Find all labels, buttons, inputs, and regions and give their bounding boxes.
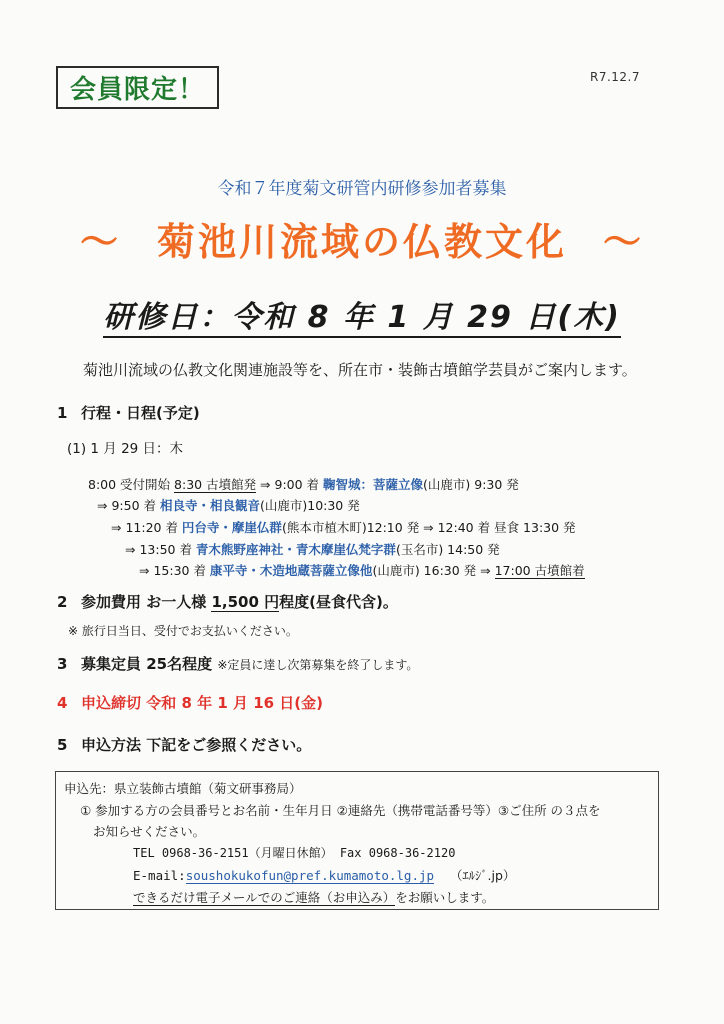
schedule-line-3-arrive: ⇒ 11:20 着	[111, 520, 182, 535]
training-date	[0, 292, 724, 336]
schedule-line-1-depart: 8:30 古墳館発	[174, 477, 257, 492]
section3-heading	[57, 653, 418, 674]
schedule-line-4-site: 青木熊野座神社・青木摩崖仏梵字群	[195, 542, 396, 557]
section2-number: 2	[57, 593, 68, 611]
section5-number: 5	[57, 736, 68, 754]
section3-label: 募集定員 25名程度	[81, 655, 218, 673]
schedule-line-4	[125, 540, 500, 558]
section1-label: 行程・日程(予定)	[81, 404, 200, 422]
schedule-line-2-rest: (山鹿市)10:30 発	[259, 498, 360, 513]
schedule-line-3-site: 円台寺・摩崖仏群	[181, 520, 282, 535]
section3-note: ※定員に達し次第募集を終了します。	[217, 658, 419, 672]
section2-amount: 1,500 円	[211, 593, 280, 611]
schedule-line-5-arrive: ⇒ 15:30 着	[139, 563, 210, 578]
schedule-line-2-arrive: ⇒ 9:50 着	[97, 498, 160, 513]
schedule-line-3	[111, 518, 576, 536]
contact-instructions-cont: お知らせください。	[93, 824, 206, 839]
email-label: E-mail:	[133, 868, 186, 883]
section4-label: 申込締切 令和 8 年 1 月 16 日(金)	[81, 694, 324, 712]
section1-heading	[57, 402, 200, 423]
intro-text: 菊池川流域の仏教文化関連施設等を、所在市・装飾古墳館学芸員がご案内します。	[83, 361, 637, 379]
title-tilde-left: ～	[79, 220, 121, 264]
members-only-badge: 会員限定！	[56, 66, 219, 109]
payment-note: ※ 旅行日当日、受付でお支払いください。	[68, 624, 298, 638]
title-tilde-right: ～	[603, 220, 645, 264]
schedule-day: (1) 1 月 29 日：木	[67, 441, 184, 457]
schedule-line-2	[97, 496, 360, 514]
schedule-line-1-arrive: ⇒ 9:00 着	[256, 477, 324, 492]
request-underlined: できるだけ電子メールでのご連絡（お申込み）	[133, 890, 396, 905]
schedule-line-5-return: 17:00 古墳館着	[494, 563, 585, 578]
contact-email-line	[133, 866, 515, 884]
schedule-line-1	[88, 475, 519, 493]
contact-instructions: ① 参加する方の会員番号とお名前・生年月日 ②連絡先（携帯電話番号等）③ご住所 の３点を	[80, 803, 601, 818]
title-main: 菊池川流域の仏教文化	[156, 220, 567, 264]
training-date-text: 研修日：令和 8 年 1 月 29 日(木)	[103, 300, 621, 338]
section1-number: 1	[57, 404, 68, 422]
schedule-line-4-rest: (玉名市) 14:50 発	[395, 542, 500, 557]
document-date: R7.12.7	[590, 70, 641, 84]
contact-heading: 申込先：県立装飾古墳館（菊文研事務局）	[64, 781, 302, 796]
schedule-line-5-rest: (山鹿市) 16:30 発 ⇒	[372, 563, 495, 578]
page-title	[0, 211, 724, 266]
email-link[interactable]: soushokukofun@pref.kumamoto.lg.jp	[185, 868, 435, 883]
section4-number: 4	[57, 694, 68, 712]
schedule-line-1-start: 8:00 受付開始	[88, 477, 175, 492]
email-note: （ｴﾙｼﾞ.jp）	[450, 868, 516, 883]
schedule-line-5-site: 康平寺・木造地蔵菩薩立像他	[209, 563, 373, 578]
section5-heading	[57, 734, 311, 755]
section3-number: 3	[57, 655, 68, 673]
section2-suffix: 程度(昼食代含)。	[279, 593, 398, 611]
section4-heading	[57, 692, 323, 713]
schedule-line-2-site: 相良寺・相良観音	[159, 498, 260, 513]
schedule-line-1-site: 鞠智城：菩薩立像	[323, 477, 424, 492]
section2-heading	[57, 591, 398, 612]
schedule-line-4-arrive: ⇒ 13:50 着	[125, 542, 196, 557]
contact-phone-fax: TEL 0968-36-2151（月曜日休館） Fax 0968-36-2120	[133, 846, 456, 860]
contact-request	[133, 888, 494, 906]
section5-label: 申込方法 下記をご参照ください。	[81, 736, 312, 754]
schedule-line-3-rest: (熊本市植木町)12:10 発 ⇒ 12:40 着 昼食 13:30 発	[281, 520, 576, 535]
schedule-line-5	[139, 561, 585, 579]
request-rest: をお願いします。	[395, 890, 495, 905]
schedule-line-1-rest: (山鹿市) 9:30 発	[423, 477, 519, 492]
section2-label: 参加費用 お一人様	[81, 593, 212, 611]
subtitle: 令和７年度菊文研管内研修参加者募集	[217, 179, 507, 199]
